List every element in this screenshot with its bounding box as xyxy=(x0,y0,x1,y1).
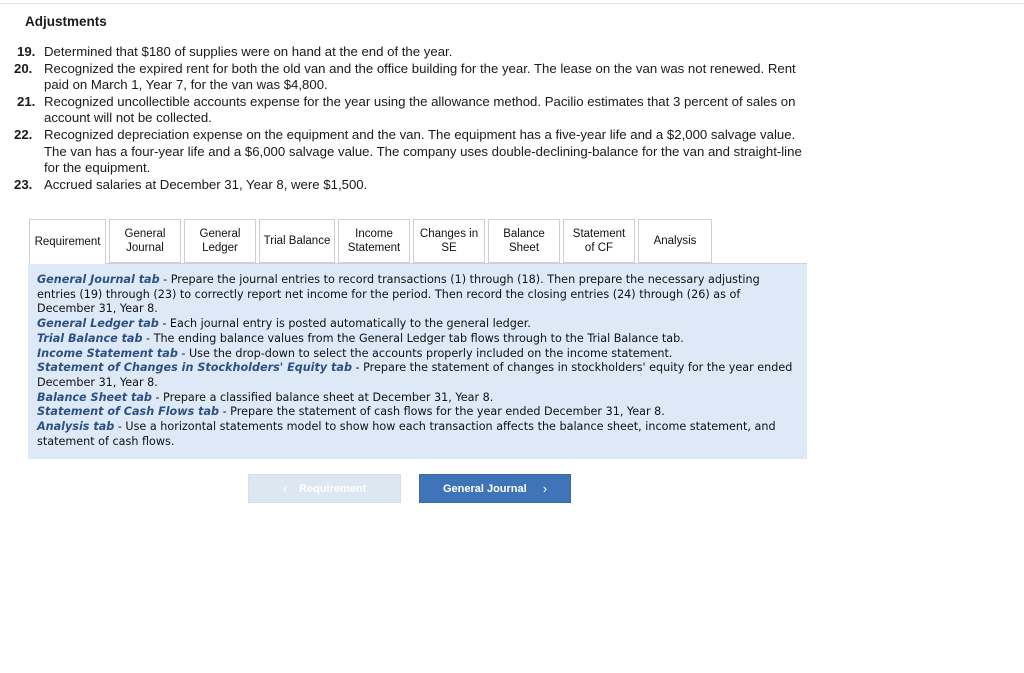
adjustment-number: 19. xyxy=(17,44,36,59)
instruction-cash-flows: Statement of Cash Flows tab - Prepare the statement of cash flows for the year ended December 31, Year 8. xyxy=(37,405,665,419)
prev-button-label: Requirement xyxy=(299,482,367,495)
tab-label: Analysis xyxy=(653,235,697,247)
tab-label: Changes in SE xyxy=(419,228,479,254)
adjustment-number: 23. xyxy=(14,176,33,192)
tab-balance-sheet[interactable] xyxy=(488,219,560,263)
adjustment-number: 20. xyxy=(14,60,33,76)
adjustment-text: for the equipment. xyxy=(44,160,151,176)
prev-requirement-button[interactable] xyxy=(248,474,401,503)
adjustment-item xyxy=(0,44,900,61)
adjustment-text: Determined that $180 of supplies were on hand at the end of the year. xyxy=(44,44,453,59)
tab-trial-balance[interactable] xyxy=(259,219,335,263)
top-divider xyxy=(0,3,1024,4)
adjustment-text: account will not be collected. xyxy=(44,110,212,126)
requirement-instructions xyxy=(28,264,807,459)
chevron-left-icon: ‹ xyxy=(282,481,288,496)
instruction-analysis: Analysis tab - Use a horizontal statements model to show how each transaction affects the balance sheet, income statement, and statement of cash flows. xyxy=(37,420,776,448)
tab-statement-of-cf[interactable] xyxy=(563,219,635,263)
adjustment-item xyxy=(0,94,900,127)
instruction-changes-in-se: Statement of Changes in Stockholders' Equity tab - Prepare the statement of changes in stockholders' equity for the year ended December 31, Year 8. xyxy=(37,361,793,389)
instruction-income-statement: Income Statement tab - Use the drop-down to select the accounts properly included on the income statement. xyxy=(37,346,673,360)
tab-label: Trial Balance xyxy=(263,235,331,247)
tab-changes-in-se[interactable] xyxy=(413,219,485,263)
tab-income-statement[interactable] xyxy=(338,219,410,263)
tab-label: Requirement xyxy=(34,235,101,248)
section-heading: Adjustments xyxy=(25,14,107,29)
instruction-general-journal: General Journal tab - Prepare the journal entries to record transactions (1) through (18). Then prepare the necessary adjusting entries (19) through (23) to correctly report net income for the period. Then record the closing entries (24) through (26) as of December 31, Year 8. xyxy=(37,273,760,316)
tab-label: Statement of CF xyxy=(572,228,626,254)
adjustment-text: Recognized uncollectible accounts expense for the year using the allowance method. Pacilio estimates that 3 percent of sales on xyxy=(44,93,796,109)
instruction-general-ledger: General Ledger tab - Each journal entry is posted automatically to the general ledger. xyxy=(37,317,531,331)
instruction-balance-sheet: Balance Sheet tab - Prepare a classified balance sheet at December 31, Year 8. xyxy=(37,390,494,404)
tab-general-ledger[interactable] xyxy=(184,219,256,263)
next-button-label: General Journal xyxy=(442,482,527,495)
tab-label: General Journal xyxy=(124,228,166,254)
adjustment-number: 21. xyxy=(17,93,36,109)
tab-requirement[interactable] xyxy=(29,219,106,264)
next-general-journal-button[interactable] xyxy=(419,474,571,503)
adjustment-text: The van has a four-year life and a $6,000 salvage value. The company uses double-declining-balance for the van and straight-line xyxy=(44,143,802,159)
tab-label: General Ledger xyxy=(199,228,241,254)
adjustment-item xyxy=(0,61,900,94)
adjustment-text: Recognized the expired rent for both the old van and the office building for the year. The lease on the van was not renewed. Rent xyxy=(44,60,796,76)
tab-general-journal[interactable] xyxy=(109,219,181,263)
adjustments-list xyxy=(0,44,900,193)
instruction-trial-balance: Trial Balance tab - The ending balance values from the General Ledger tab flows through to the Trial Balance tab. xyxy=(37,331,684,345)
tab-label: Balance Sheet xyxy=(503,228,545,254)
adjustment-text: paid on March 1, Year 7, for the van was $4,800. xyxy=(44,77,328,93)
adjustment-text: Accrued salaries at December 31, Year 8, were $1,500. xyxy=(44,176,368,192)
adjustment-item xyxy=(0,177,900,194)
tab-analysis[interactable] xyxy=(638,219,712,263)
tab-label: Income Statement xyxy=(347,228,401,254)
adjustment-text: Recognized depreciation expense on the equipment and the van. The equipment has a five-year life and a $2,000 salvage value. xyxy=(44,126,796,142)
adjustment-item xyxy=(0,127,900,177)
chevron-right-icon: › xyxy=(542,481,548,496)
tab-bar xyxy=(29,219,715,264)
adjustment-number: 22. xyxy=(14,126,33,142)
